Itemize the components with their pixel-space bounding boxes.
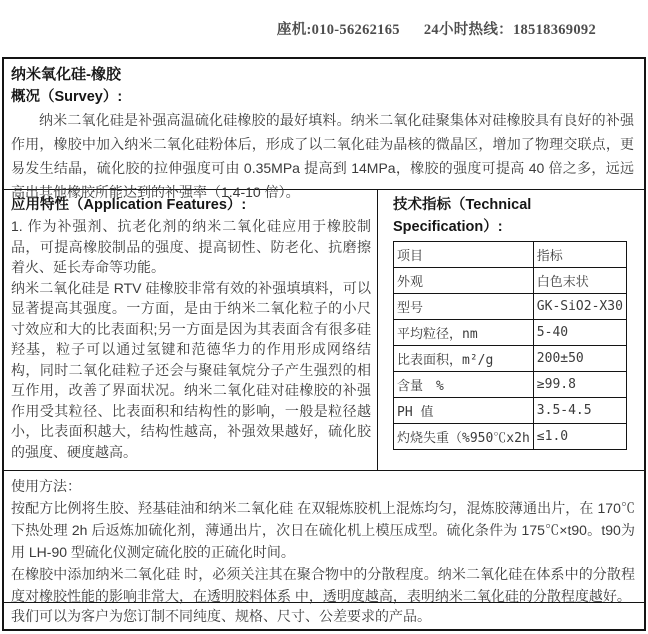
spec-cell-value: 200±50 [533,346,626,372]
spec-cell-value: 5-40 [533,320,626,346]
spec-cell-value: GK-SiO2-X30 [533,294,626,320]
survey-paragraph: 纳米二氧化硅是补强高温硫化硅橡胶的最好填料。纳米二氧化硅聚集体对硅橡胶具有良好的补强作用，橡胶中加入纳米二氧化硅粉体后，形成了以二氧化硅为晶核的微晶区，增加了物理交联点，更易发生结晶，硫化胶的拉伸强度可由 0.35MPa 提高到 14MPa，橡胶的强度可提高 40 倍之多，远远高出其他橡胶所能达到的补强率（1.4-10 倍）。 [11,112,634,200]
spec-column-header-value: 指标 [533,242,626,268]
spec-column-header-item: 项目 [394,242,534,268]
application-features-paragraph: 纳米二氧化硅是 RTV 硅橡胶非常有效的补强填填料，可以显著提高其强度。一方面，是由于纳米二氧化粒子的小尺寸效应和大的比表面积;另一方面是因为其表面含有很多硅羟基，粒子可以通过氢键和范德华力的作用形成网络结构，同时二氧化硅粒子还会与聚硅氧烷分子产生强烈的相互作用，改善了界面状况。纳米二氧化硅对硅橡胶的补强作用受其粒径、比表面积和结构性的影响，一般是粒径越小，比表面积越大，结构性越高，补强效果越好，硫化胶的强度、硬度越高。 [11,279,371,460]
spec-table-row [394,268,627,294]
usage-section [4,471,644,603]
survey-heading: 概况（Survey）: [11,89,123,105]
spec-table-row [394,346,627,372]
spec-cell-label: 含量 % [394,372,534,398]
header-bar [0,0,648,57]
spec-cell-value: 3.5-4.5 [533,398,626,424]
technical-spec-heading: 技术指标（Technical Specification）: [393,197,532,235]
spec-table-row [394,372,627,398]
hotline-number: 24小时热线：18518369092 [423,22,596,38]
spec-table-row [394,294,627,320]
spec-cell-label: 型号 [394,294,534,320]
spec-cell-label: 灼烧失重（%950℃x2h [394,424,534,450]
application-features-column [4,190,377,470]
usage-heading: 使用方法： [11,478,81,494]
two-column-section [4,190,644,471]
usage-paragraph: 在橡胶中添加纳米二氧化硅 时，必须关注其在聚合物中的分散程度。纳米二氧化硅在体系中的分散程度对橡胶性能的影响非常大，在透明胶料体系 中，透明度越高，表明纳米二氧化硅的分散程度越好。 [11,566,635,604]
spec-cell-label: 外观 [394,268,534,294]
spec-table-row [394,424,627,450]
spec-cell-value: ≥99.8 [533,372,626,398]
spec-table-header-row [394,242,627,268]
spec-table-row [394,320,627,346]
spec-cell-label: 平均粒径，nm [394,320,534,346]
application-features-paragraph: 1. 作为补强剂、抗老化剂的纳米二氧化硅应用于橡胶制品，可提高橡胶制品的强度、提高韧性、防老化、抗磨擦着火、延长寿命等功能。 [11,218,371,275]
technical-spec-column [377,190,644,470]
technical-spec-table [393,241,627,450]
footer-section [4,603,644,629]
document-box [2,57,646,631]
spec-cell-label: PH 值 [394,398,534,424]
overview-section [4,59,644,200]
spec-cell-value: 白色末状 [533,268,626,294]
footer-note: 我们可以为客户为您订制不同纯度、规格、尺寸、公差要求的产品。 [11,608,431,624]
page-title: 纳米氧化硅-橡胶 [11,66,121,83]
spec-table-row [394,398,627,424]
spec-cell-value: ≤1.0 [533,424,626,450]
usage-paragraph: 按配方比例将生胶、羟基硅油和纳米二氧化硅 在双辊炼胶机上混炼均匀，混炼胶薄通出片，在 170℃下热处理 2h 后返炼加硫化剂，薄通出片，次日在硫化机上模压成型。硫化条件为 175℃×t90。t90为用 LH-90 型硫化仪测定硫化胶的正硫化时间。 [11,500,635,560]
spec-cell-label: 比表面积，m²/g [394,346,534,372]
application-features-heading: 应用特性（Application Features）: [11,197,247,213]
contact-line [277,18,596,39]
landline-number: 座机:010-56262165 [276,22,400,38]
